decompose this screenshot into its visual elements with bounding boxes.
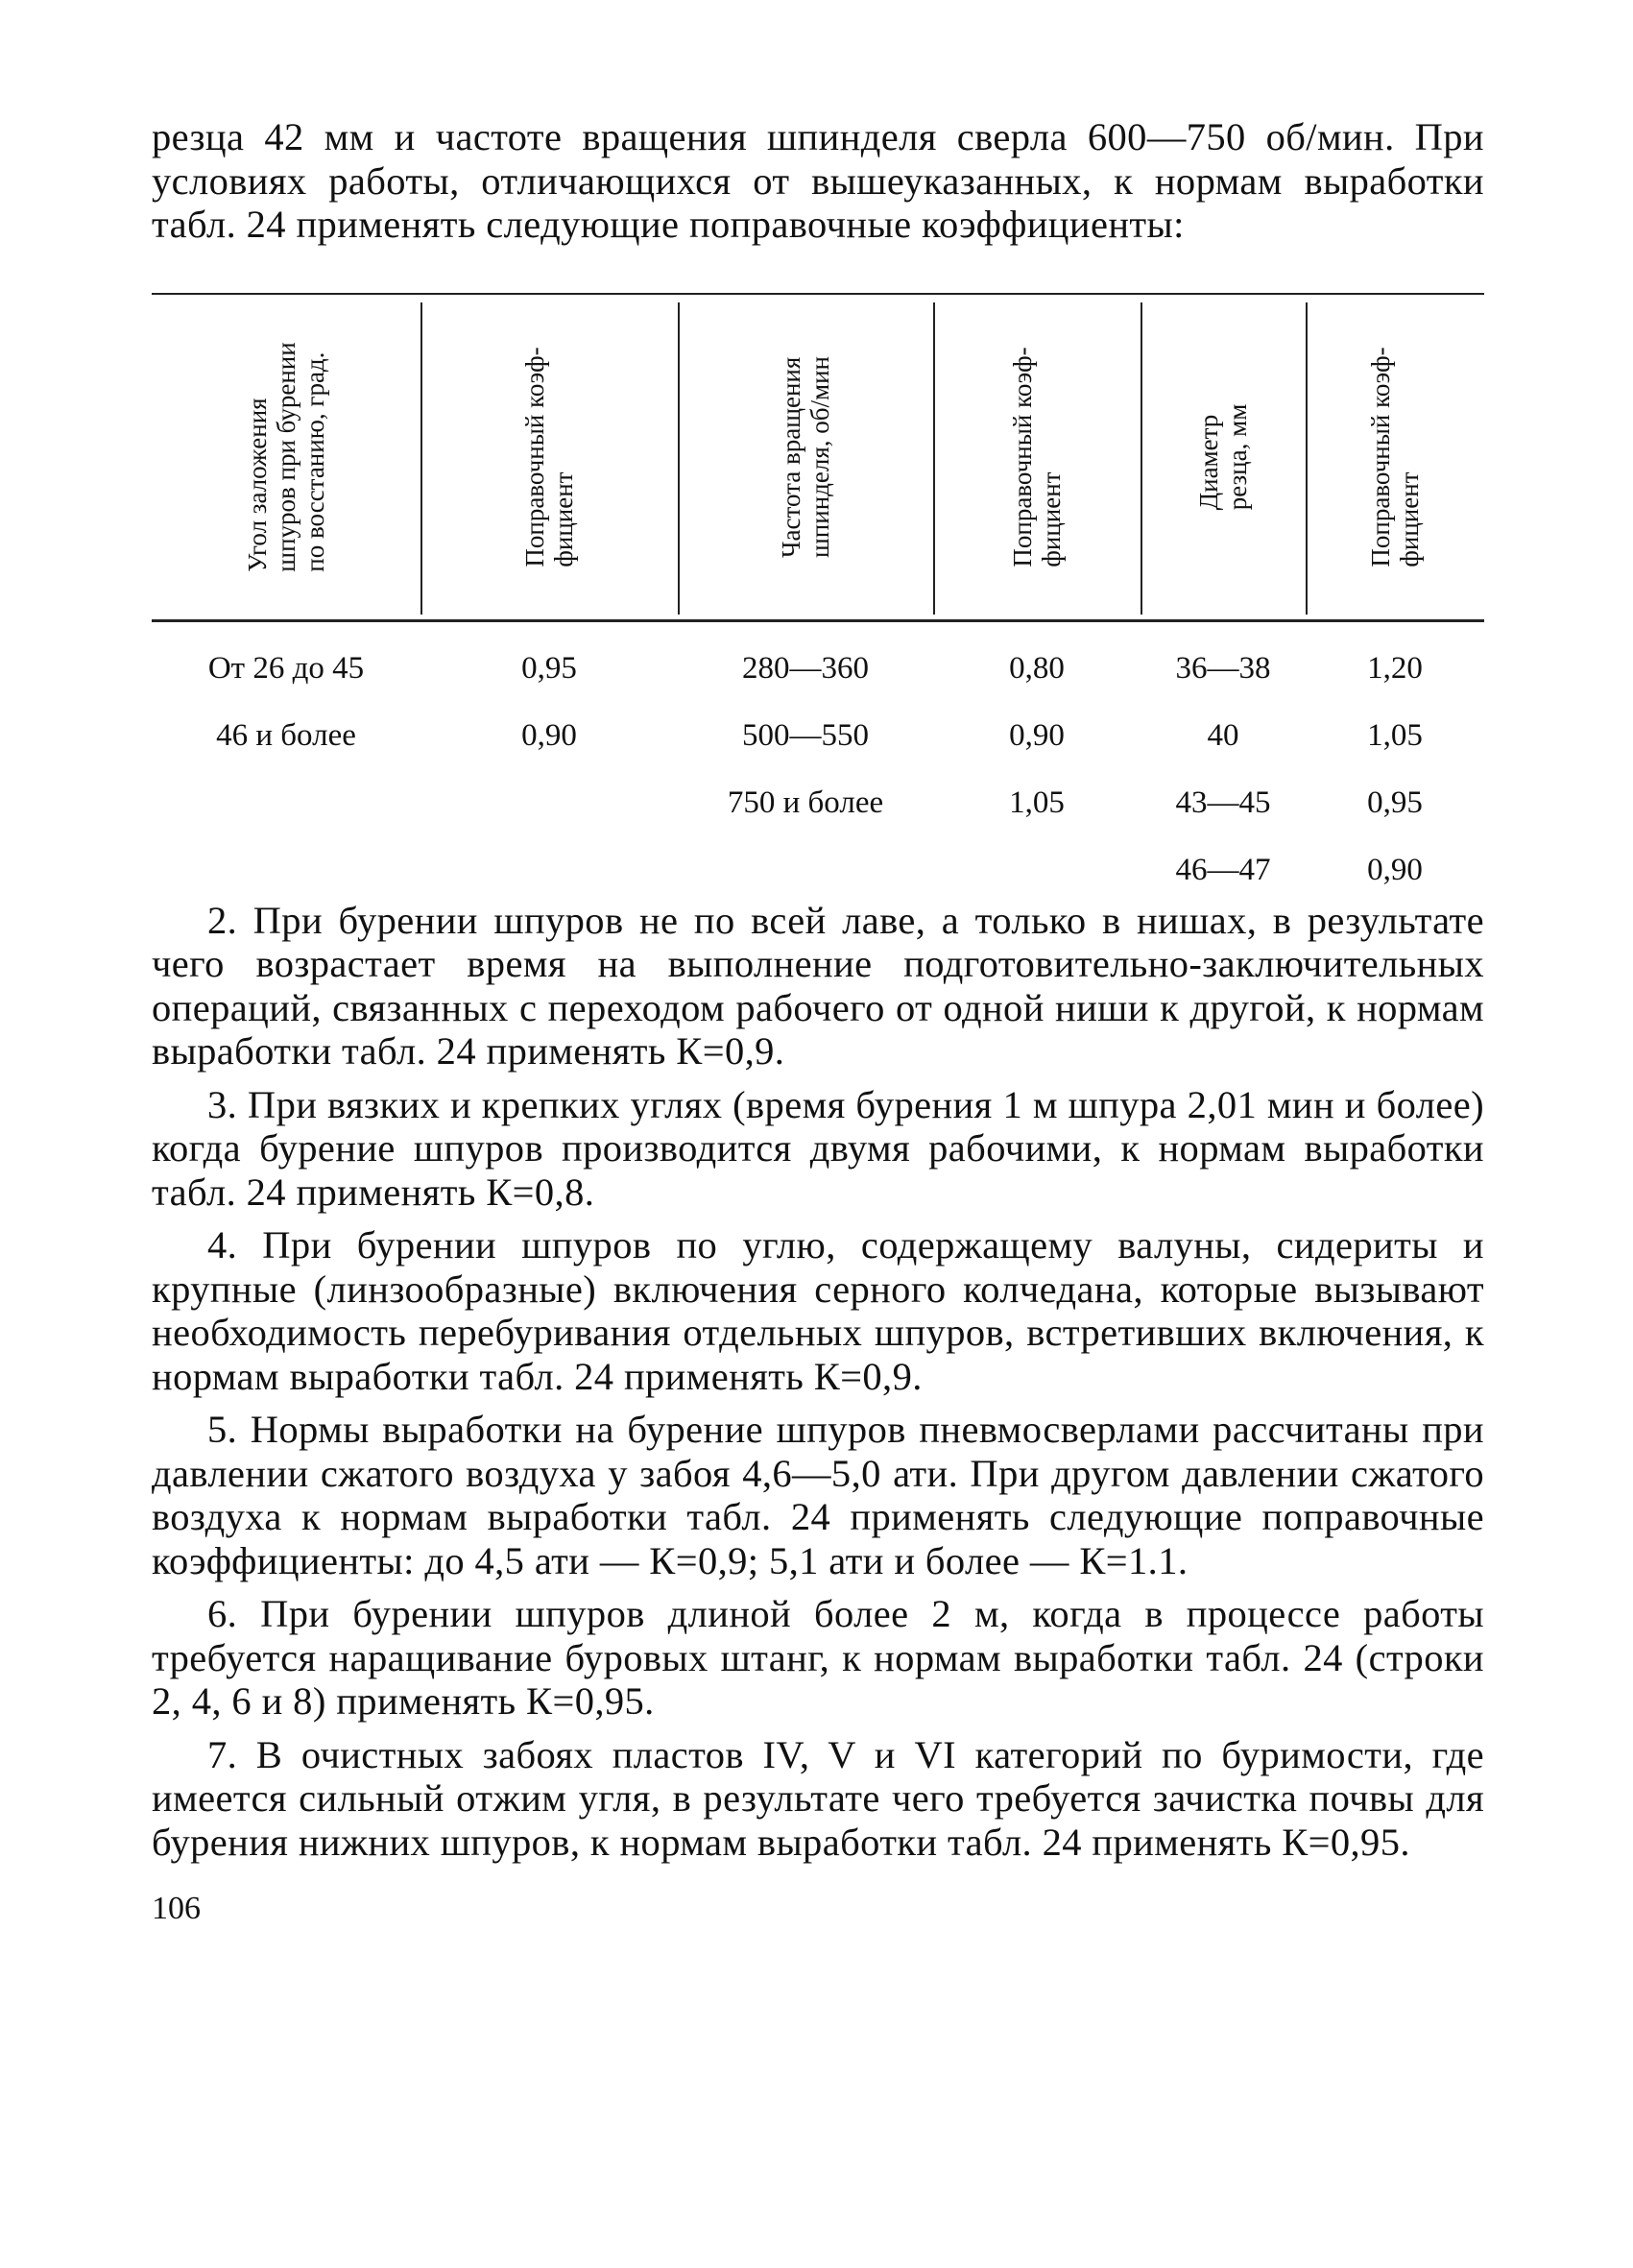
intro-paragraph: резца 42 мм и частоте вращения шпинделя сверла 600—750 об/мин. При условиях работы, отличающихся от вышеуказанных, к нормам выработки табл. 24 применять следующие поправочные коэффициенты: [152,115,1484,246]
header-coef-3 [1306,295,1484,619]
table-row [152,634,1484,701]
coefficients-table [152,293,1484,903]
header-coef-1-label: Поправочный коэф- фициент [520,346,578,567]
page-number: 106 [152,1891,201,1926]
header-rpm [678,295,933,619]
table-cell: 0,90 [521,717,577,753]
paragraph-3: 3. При вязких и крепких углях (время бурения 1 м шпура 2,01 мин и более) когда бурение шпуров производится двумя рабочими, к нормам выработки табл. 24 применять К=0,8. [152,1082,1484,1214]
table-cell: 40 [1207,717,1239,753]
page-body [152,115,1484,1927]
table-cell: 46 и более [216,717,356,753]
paragraph-6: 6. При бурении шпуров длиной более 2 м, когда в процессе работы требуется наращивание буровых штанг, к нормам выработки табл. 24 (строки 2, 4, 6 и 8) применять К=0,95. [152,1592,1484,1723]
header-rpm-label: Частота вращения шпинделя, об/мин [777,355,834,558]
table-cell: 1,05 [1009,784,1065,820]
table-cell: 500—550 [742,717,869,753]
header-diameter [1141,295,1306,619]
header-coef-1 [420,295,678,619]
header-coef-2-label: Поправочный коэф- фициент [1008,346,1066,567]
table-cell: 0,90 [1009,717,1065,753]
header-coef-3-label: Поправочный коэф- фициент [1366,346,1424,567]
paragraph-7: 7. В очистных забоях пластов IV, V и VI категорий по буримости, где имеется сильный отжим угля, в результате чего требуется зачистка почвы для бурения нижних шпуров, к нормам выработки табл. 24 применять К=0,95. [152,1732,1484,1864]
table-cell: 1,20 [1367,650,1423,686]
table-cell: 0,90 [1367,852,1423,887]
header-angle-label: Угол заложения шпуров при бурении по восстанию, град. [243,341,329,572]
table-cell: 1,05 [1367,717,1423,753]
table-row [152,701,1484,768]
table-cell: 0,80 [1009,650,1065,686]
header-diameter-label: Диаметр резца, мм [1194,403,1252,510]
table-cell: 280—360 [742,650,869,686]
table-cell: От 26 до 45 [207,650,365,686]
header-coef-2 [933,295,1141,619]
table-header [152,293,1484,622]
paragraph-4: 4. При бурении шпуров по углю, содержащему валуны, сидериты и крупные (линзообразные) включения серного колчедана, которые вызывают необходимость перебуривания отдельных шпуров, встретивших включения, к нормам выработки табл. 24 применять К=0,9. [152,1223,1484,1398]
paragraph-5: 5. Нормы выработки на бурение шпуров пневмосверлами рассчитаны при давлении сжатого воздуха у забоя 4,6—5,0 ати. При другом давлении сжатого воздуха к нормам выработки табл. 24 применять следующие поправочные коэффициенты: до 4,5 ати — К=0,9; 5,1 ати и более — К=1.1. [152,1408,1484,1582]
table-row [152,835,1484,903]
table-row [152,768,1484,835]
table-cell: 0,95 [521,650,577,686]
table-cell: 46—47 [1175,852,1271,887]
table-cell: 36—38 [1175,650,1271,686]
table-cell: 0,95 [1367,784,1423,820]
paragraph-2: 2. При бурении шпуров не по всей лаве, а только в нишах, в результате чего возрастает время на выполнение подготовительно-заключительных операций, связанных с переходом рабочего от одной ниши к другой, к нормам выработки табл. 24 применять К=0,9. [152,898,1484,1073]
table-cell: 43—45 [1175,784,1271,820]
table-cell: 750 и более [727,784,884,820]
header-angle [152,295,420,619]
